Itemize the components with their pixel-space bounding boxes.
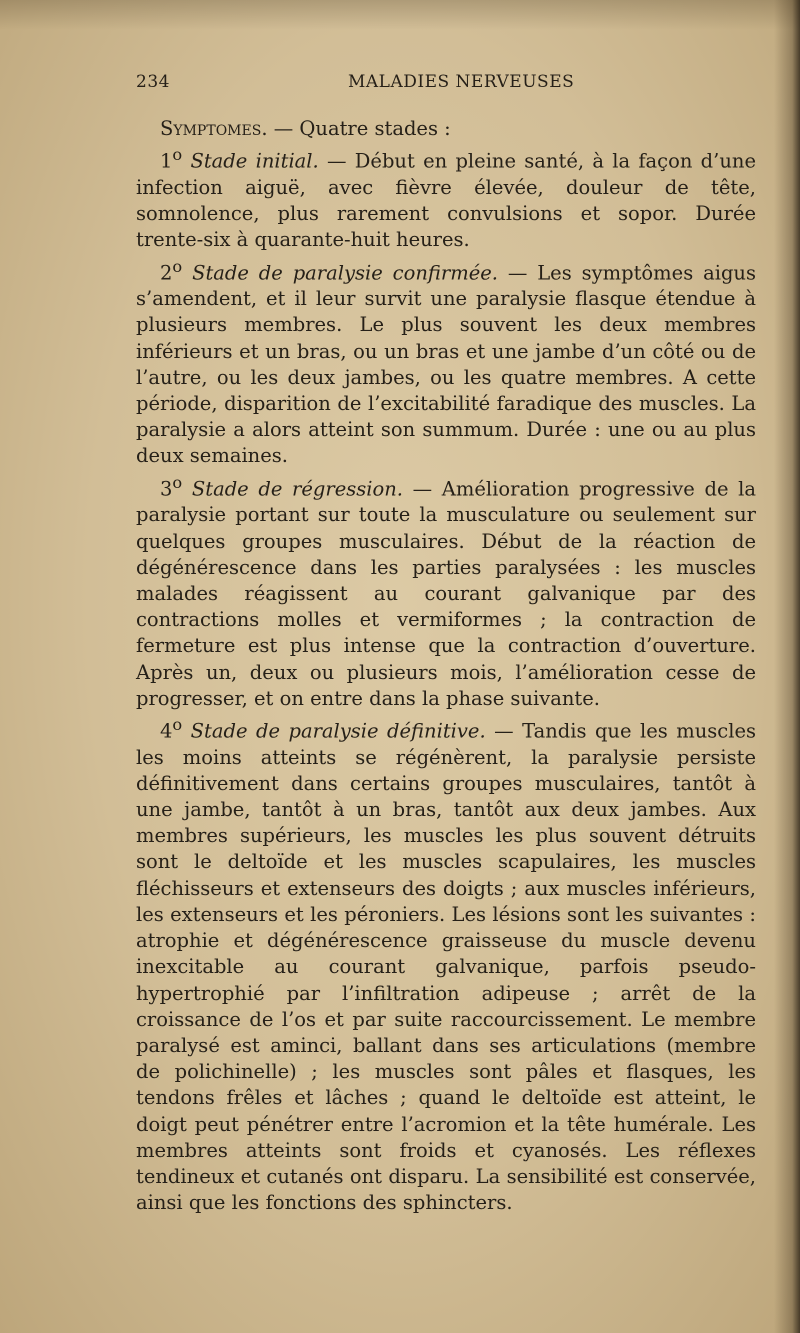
stage-number: 3 — [160, 477, 173, 501]
paragraph-text: — Les symptômes aigus s’amendent, et il leur survit une paralysie flasque étendue à plusieurs membres. Le plus souvent les deux membres inférieurs et un bras, ou un bras et une jambe d’un côté ou de l’autre, ou les deux jambes, ou les quatre membres. A cette période, disparition de l’excitabilité faradique des muscles. La paralysie a alors atteint son summum. Durée : une ou au plus deux semaines. — [136, 261, 756, 468]
stage-ordinal: o — [172, 145, 183, 165]
stage-number: 1 — [160, 149, 173, 173]
paragraph-text: — Début en pleine santé, à la façon d’une infection aiguë, avec fièvre élevée, douleur de tête, somnolence, plus rarement convulsions et sopor. Durée trente-six à quarante-huit heures. — [136, 149, 756, 252]
section-lead: Symptomes. — [160, 117, 268, 140]
page-number: 234 — [136, 72, 170, 92]
page-header — [136, 72, 756, 98]
stage-number: 4 — [160, 719, 173, 743]
stage-title: Stade initial. — [182, 149, 319, 173]
stage-title: Stade de paralysie définitive. — [182, 719, 486, 743]
paragraph-stade-4 — [136, 712, 756, 1216]
stage-ordinal: o — [172, 256, 183, 276]
paragraph-stade-3 — [136, 470, 756, 712]
stage-title: Stade de régression. — [182, 477, 403, 501]
paragraph-stade-1 — [136, 142, 756, 253]
paragraph-text: — Amélioration progressive de la paralysie portant sur toute la musculature ou seulement sur quelques groupes musculaires. Début de la réaction de dégénérescence dans les parties paralysées : les muscles malades réagissent au courant galvanique par des contractions molles et vermiformes ; la contraction de fermeture est plus intense que la contraction d’ouverture. Après un, deux ou plusieurs mois, l’amélioration cesse de progresser, et on entre dans la phase suivante. — [136, 477, 756, 710]
stage-ordinal: o — [172, 472, 183, 492]
running-head: MALADIES NERVEUSES — [348, 72, 575, 92]
body-text — [136, 116, 756, 1216]
stage-number: 2 — [160, 261, 173, 285]
paragraph-text: — Quatre stades : — [267, 117, 451, 140]
page-edge-shadow — [774, 0, 800, 1333]
paragraph-symptomes — [136, 116, 756, 142]
stage-title: Stade de paralysie confirmée. — [182, 261, 498, 285]
stage-ordinal: o — [172, 714, 183, 734]
paragraph-text: — Tandis que les muscles les moins atteints se régénèrent, la paralysie persiste définitivement dans certains groupes musculaires, tantôt à une jambe, tantôt à un bras, tantôt aux deux jambes. Aux membres supérieurs, les muscles les plus souvent détruits sont le deltoïde et les muscles scapulaires, les muscles fléchisseurs et extenseurs des doigts ; aux muscles inférieurs, les extenseurs et les péroniers. Les lésions sont les suivantes : atrophie et dégénérescence graisseuse du muscle devenu inexcitable au courant galvanique, parfois pseudo-hypertrophié par l’infiltration adipeuse ; arrêt de la croissance de l’os et par suite raccourcissement. Le membre paralysé est aminci, ballant dans ses articulations (membre de polichinelle) ; les muscles sont pâles et flasques, les tendons frêles et lâches ; quand le deltoïde est atteint, le doigt peut pénétrer entre l’acromion et la tête humérale. Les membres atteints sont froids et cyanosés. Les réflexes tendineux et cutanés ont disparu. La sensibilité est conservée, ainsi que les fonctions des sphincters. — [136, 719, 756, 1215]
page-top-shadow — [0, 0, 800, 30]
paragraph-stade-2 — [136, 254, 756, 470]
